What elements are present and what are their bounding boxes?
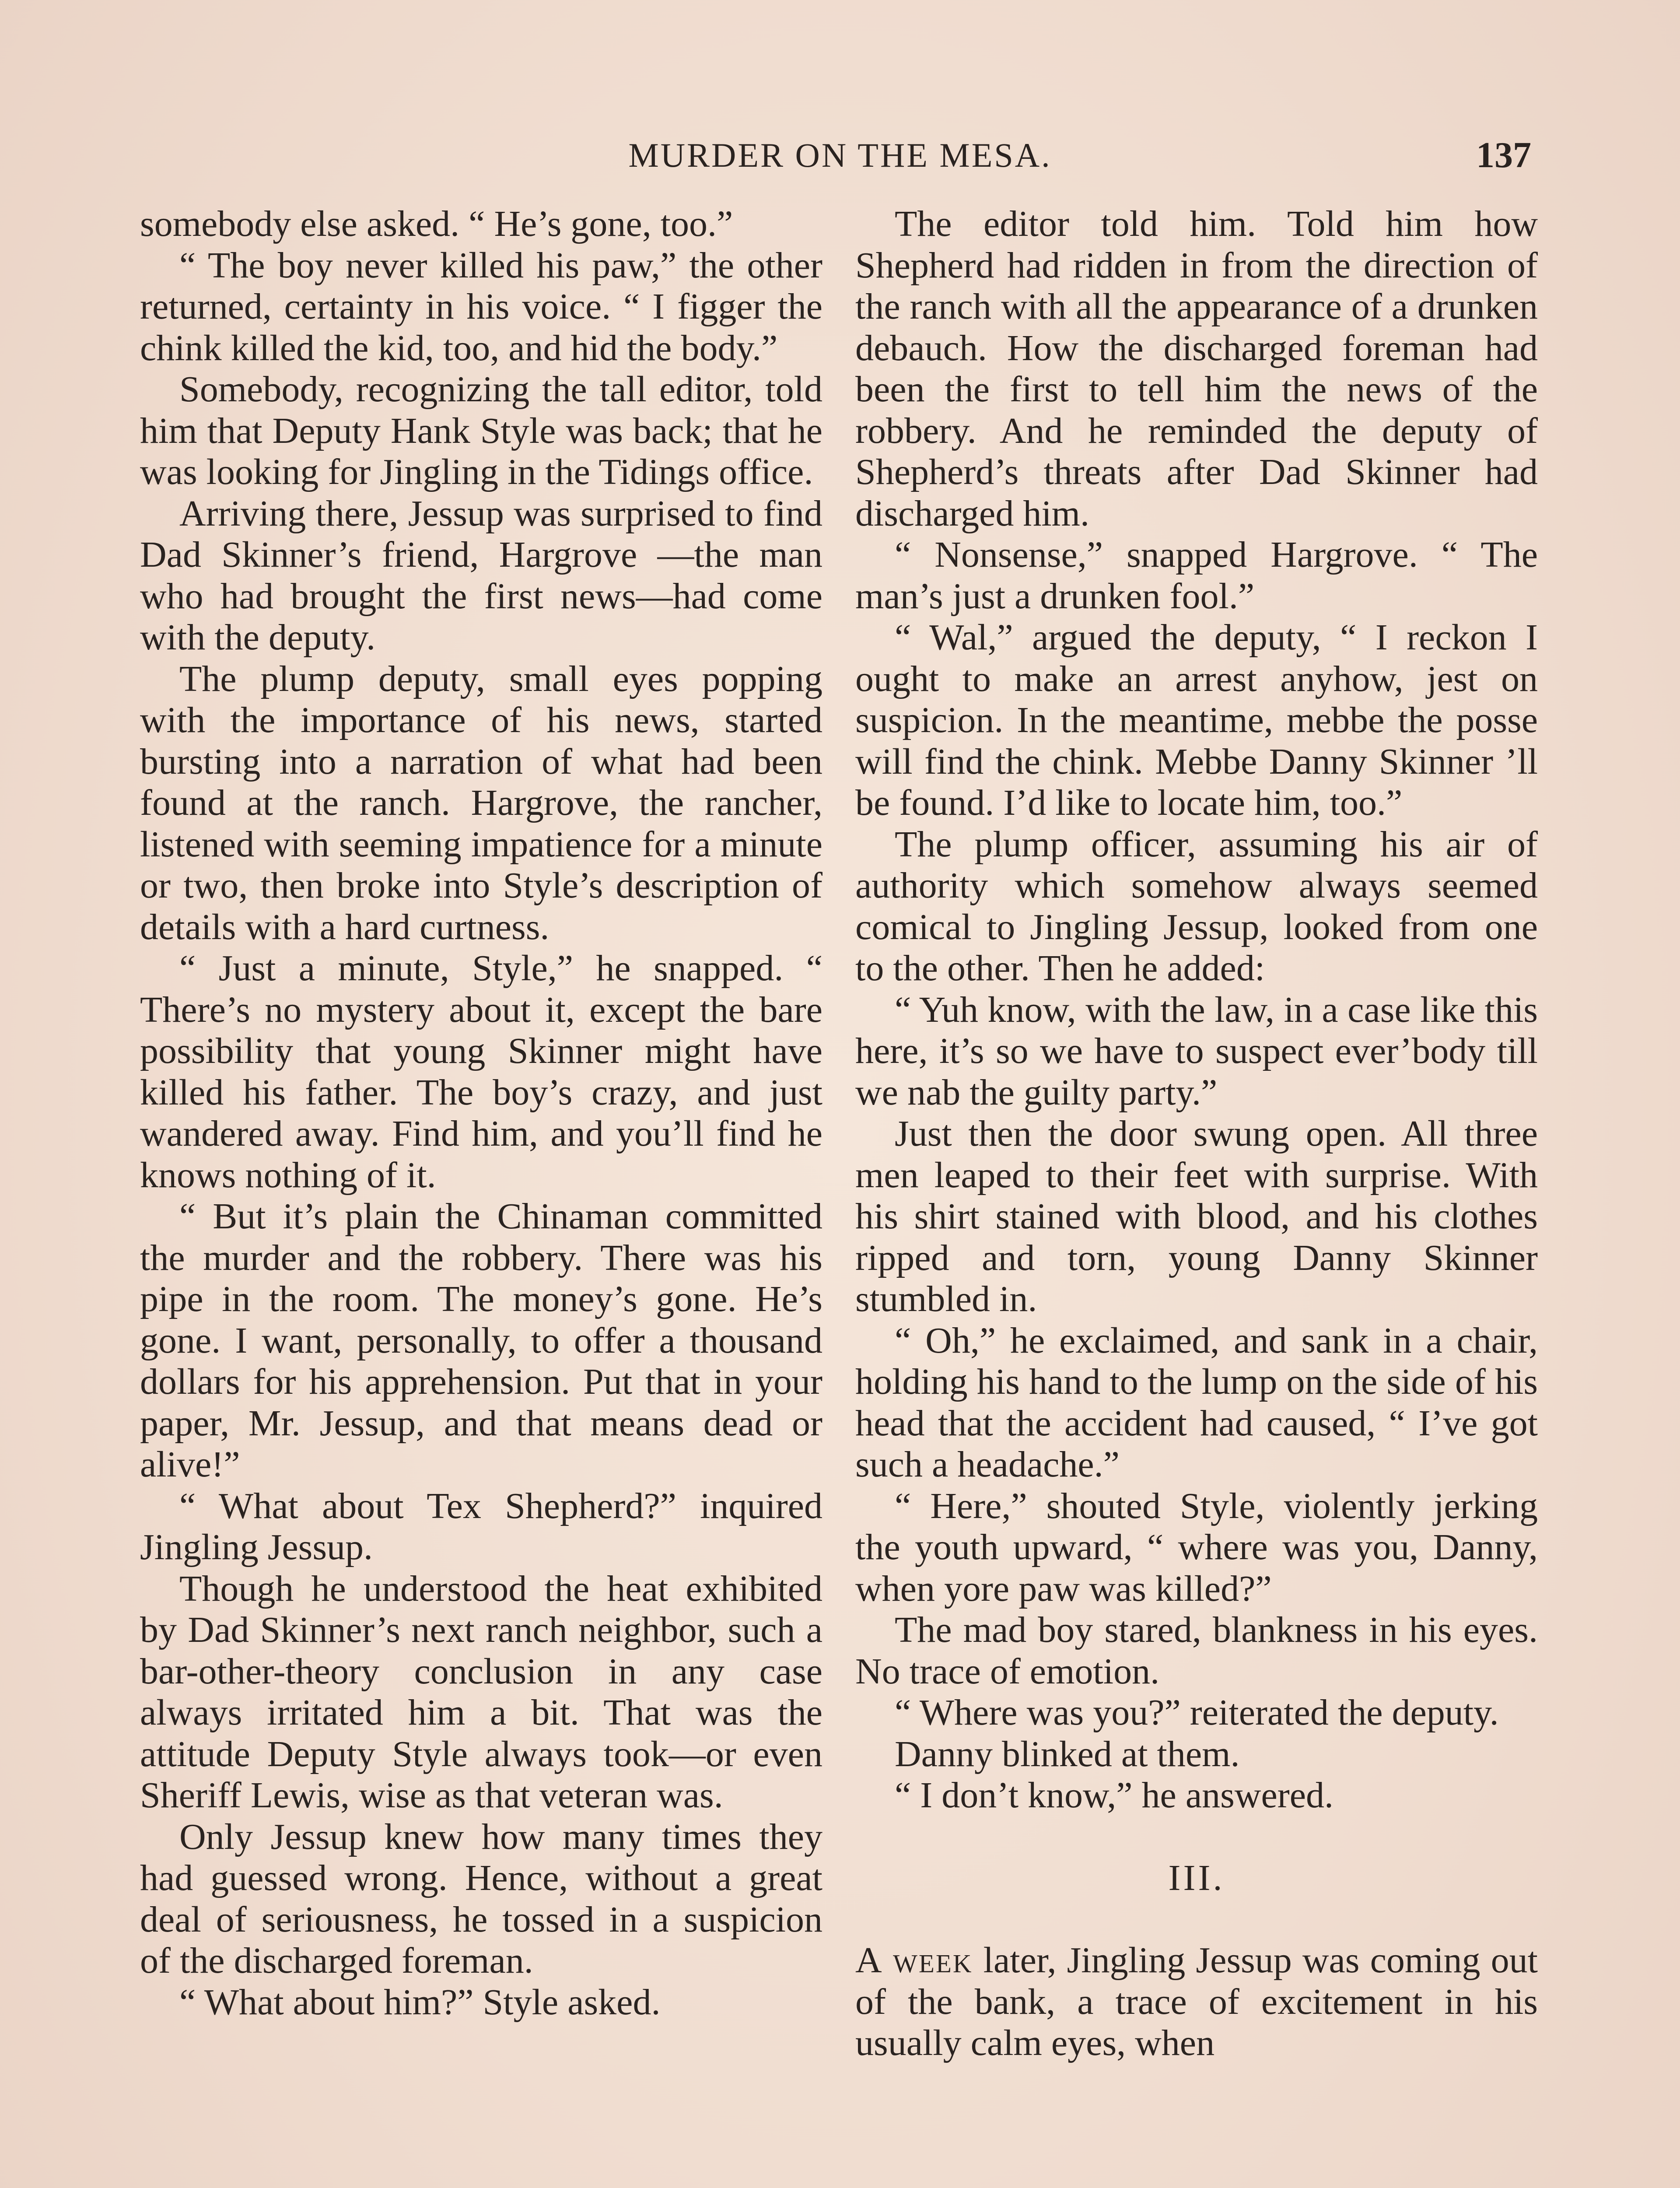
page-title: MURDER ON THE MESA.: [628, 136, 1052, 174]
paragraph: Arriving there, Jessup was surprised to find Dad Skinner’s friend, Hargrove —the man who had brought the first news—had come with the deputy.: [140, 493, 822, 658]
paragraph: “ Nonsense,” snapped Hargrove. “ The man’s just a drunken fool.”: [855, 534, 1538, 617]
paragraph: The editor told him. Told him how Shepherd had ridden in from the direction of the ranch with all the appearance of a drunken debauch. How the discharged foreman had been the first to tell him the news of the robbery. And he reminded the deputy of Shepherd’s threats after Dad Skinner had discharged him.: [855, 203, 1538, 534]
paragraph: The plump officer, assuming his air of authority which somehow always seemed comical to Jingling Jessup, looked from one to the other. Then he added:: [855, 824, 1538, 989]
paragraph: “ The boy never killed his paw,” the other returned, certainty in his voice. “ I figger the chink killed the kid, too, and hid the body.”: [140, 245, 822, 368]
paragraph: “ Yuh know, with the law, in a case like this here, it’s so we have to suspect ever’body till we nab the guilty party.”: [855, 989, 1538, 1113]
paragraph: “ Where was you?” reiterated the deputy.: [895, 1692, 1499, 1733]
paragraph: “ Oh,” he exclaimed, and sank in a chair, holding his hand to the lump on the side of his head that the accident had caused, “ I’ve got such a headache.”: [855, 1320, 1538, 1485]
paragraph: Danny blinked at them.: [895, 1733, 1240, 1774]
paragraph: The plump deputy, small eyes popping with the importance of his news, started bursting into a narration of what had been found at the ranch. Hargrove, the rancher, listened with seeming impatience for a minute or two, then broke into Style’s description of details with a hard curtness.: [140, 658, 822, 947]
paragraph: Just then the door swung open. All three men leaped to their feet with surprise. With his shirt stained with blood, and his clothes ripped and torn, young Danny Skinner stumbled in.: [855, 1113, 1538, 1319]
paragraph: somebody else asked. “ He’s gone, too.”: [140, 203, 733, 244]
page-number: 137: [1476, 135, 1531, 175]
left-column: [140, 203, 822, 2023]
paragraph: “ What about him?” Style asked.: [179, 1981, 661, 2023]
paragraph: Only Jessup knew how many times they had guessed wrong. Hence, without a great deal of seriousness, he tossed in a suspicion of the discharged foreman.: [140, 1816, 822, 1981]
paragraph: “ Just a minute, Style,” he snapped. “ There’s no mystery about it, except the bare possibility that young Skinner might have killed his father. The boy’s crazy, and just wandered away. Find him, and you’ll find he knows nothing of it.: [140, 948, 822, 1196]
running-header: [140, 131, 1540, 179]
paragraph: “ Wal,” argued the deputy, “ I reckon I ought to make an arrest anyhow, jest on suspicion. In the meantime, mebbe the posse will find the chink. Mebbe Danny Skinner ’ll be found. I’d like to locate him, too.”: [855, 617, 1538, 823]
paragraph: “ Here,” shouted Style, violently jerking the youth upward, “ where was you, Danny, when yore paw was killed?”: [855, 1485, 1538, 1609]
paragraph: Though he understood the heat exhibited by Dad Skinner’s next ranch neighbor, such a bar-other-theory conclusion in any case always irritated him a bit. That was the attitude Deputy Style always took—or even Sheriff Lewis, wise as that veteran was.: [140, 1568, 822, 1816]
paragraph: “ I don’t know,” he answered.: [895, 1775, 1334, 1816]
small-caps-lead: A week: [855, 1940, 973, 1981]
paragraph: “ But it’s plain the Chinaman committed the murder and the robbery. There was his pipe in the room. The money’s gone. He’s gone. I want, personally, to offer a thousand dollars for his apprehension. Put that in your paper, Mr. Jessup, and that means dead or alive!”: [140, 1196, 822, 1485]
paragraph: Somebody, recognizing the tall editor, told him that Deputy Hank Style was back; that he was looking for Jingling in the Tidings office.: [140, 369, 822, 492]
paragraph: “ What about Tex Shepherd?” inquired Jingling Jessup.: [140, 1485, 822, 1567]
final-paragraph-text: later, Jingling Jessup was coming out of the bank, a trace of excitement in his usually calm eyes, when: [855, 1940, 1538, 2063]
final-paragraph: [855, 1940, 1538, 2064]
section-heading: III.: [1168, 1857, 1225, 1898]
paragraph: The mad boy stared, blankness in his eyes. No trace of emotion.: [855, 1609, 1538, 1692]
right-column: [855, 203, 1538, 2064]
